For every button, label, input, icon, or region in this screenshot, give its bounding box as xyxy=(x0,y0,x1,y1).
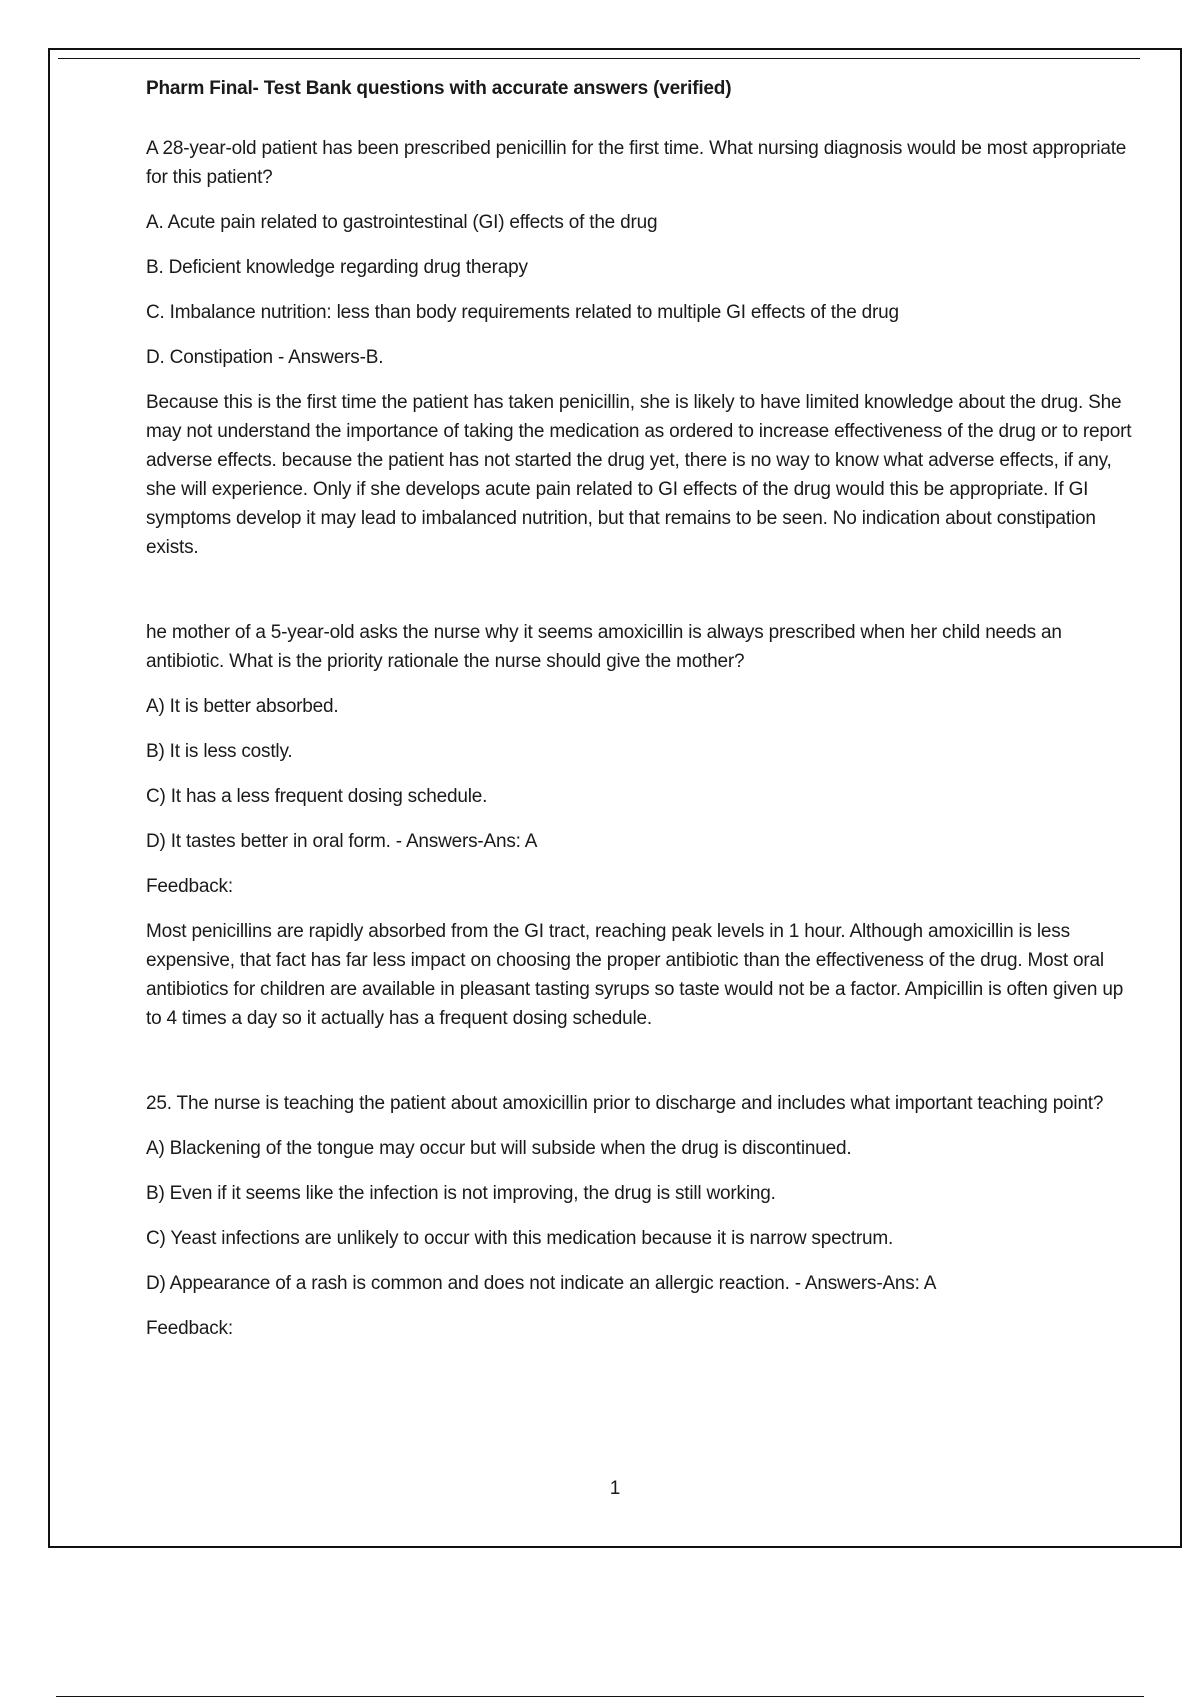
question-3-feedback-label: Feedback: xyxy=(146,1318,233,1339)
question-3-option-b: B) Even if it seems like the infection is not improving, the drug is still working. xyxy=(146,1183,776,1204)
document-body xyxy=(146,78,1136,1359)
question-1-option-d: D. Constipation - Answers-B. xyxy=(146,347,384,368)
question-1-rationale: Because this is the first time the patient has taken penicillin, she is likely to have limited knowledge about the drug. She may not understand the importance of taking the medication as ordered to increase effectiveness of the drug or to report adverse effects. because the patient has not started the drug yet, there is no way to know what adverse effects, if any, she will experience. Only if she develops acute pain related to GI effects of the drug would this be appropriate. If GI symptoms develop it may lead to imbalanced nutrition, but that remains to be seen. No indication about constipation exists. xyxy=(146,392,1132,558)
question-2-feedback-label: Feedback: xyxy=(146,876,233,897)
question-2-option-b: B) It is less costly. xyxy=(146,741,293,762)
question-2-feedback: Most penicillins are rapidly absorbed from the GI tract, reaching peak levels in 1 hour. Although amoxicillin is less expensive, that fact has far less impact on choosing the proper antibiotic than the effectiveness of the drug. Most oral antibiotics for children are available in pleasant tasting syrups so taste would not be a factor. Ampicillin is often given up to 4 times a day so it actually has a frequent dosing schedule. xyxy=(146,921,1124,1029)
page-frame xyxy=(48,48,1182,1548)
section-gap xyxy=(146,578,1136,618)
next-page-top-rule xyxy=(56,1696,1144,1697)
question-2-option-c: C) It has a less frequent dosing schedule. xyxy=(146,786,488,807)
question-1-stem: A 28-year-old patient has been prescribed penicillin for the first time. What nursing diagnosis would be most appropriate for this patient? xyxy=(146,138,1127,188)
question-1-option-c: C. Imbalance nutrition: less than body requirements related to multiple GI effects of the drug xyxy=(146,302,899,323)
page-number: 1 xyxy=(609,1478,621,1499)
question-2-option-d: D) It tastes better in oral form. - Answers-Ans: A xyxy=(146,831,538,852)
question-2-stem: he mother of a 5-year-old asks the nurse why it seems amoxicillin is always prescribed when her child needs an antibiotic. What is the priority rationale the nurse should give the mother? xyxy=(146,622,1062,672)
question-3-stem: 25. The nurse is teaching the patient about amoxicillin prior to discharge and includes what important teaching point? xyxy=(146,1093,1104,1114)
question-1-option-a: A. Acute pain related to gastrointestinal (GI) effects of the drug xyxy=(146,212,658,233)
document-title: Pharm Final- Test Bank questions with accurate answers (verified) xyxy=(146,78,732,99)
question-3-option-d: D) Appearance of a rash is common and does not indicate an allergic reaction. - Answers-Ans: A xyxy=(146,1273,937,1294)
question-3-option-a: A) Blackening of the tongue may occur but will subside when the drug is discontinued. xyxy=(146,1138,852,1159)
question-1-option-b: B. Deficient knowledge regarding drug therapy xyxy=(146,257,528,278)
question-3-option-c: C) Yeast infections are unlikely to occur with this medication because it is narrow spectrum. xyxy=(146,1228,894,1249)
section-gap xyxy=(146,1049,1136,1089)
question-2-option-a: A) It is better absorbed. xyxy=(146,696,339,717)
top-rule xyxy=(58,58,1140,59)
